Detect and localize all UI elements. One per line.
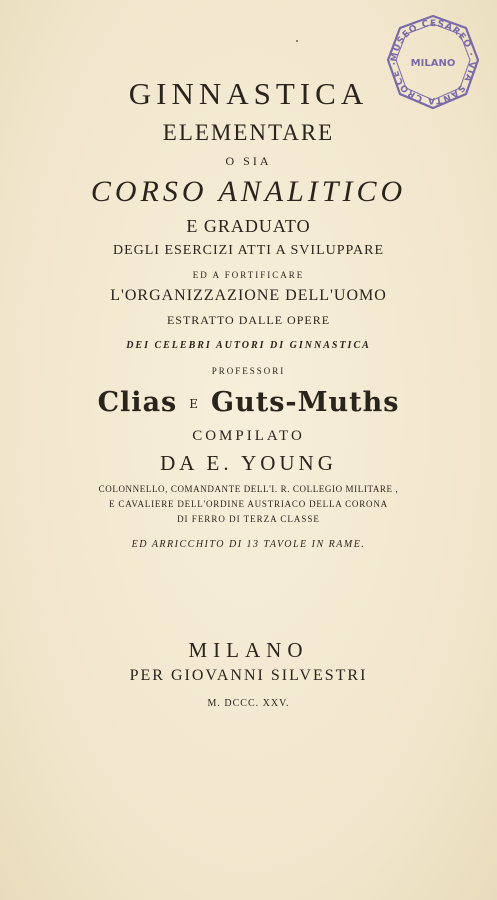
compiler-title-1: COLONNELLO, COMANDANTE DELL'I. R. COLLEGIO MILITARE , xyxy=(98,484,399,494)
title-professori: PROFESSORI xyxy=(211,366,286,376)
imprint-publisher: PER GIOVANNI SILVESTRI xyxy=(129,667,368,684)
title-corso: CORSO ANALITICO xyxy=(90,175,407,208)
title-sub: ELEMENTARE xyxy=(162,120,335,145)
imprint-year: M. DCCC. XXV. xyxy=(207,698,290,709)
compiler-name: DA E. YOUNG xyxy=(160,451,337,475)
authors-line xyxy=(0,387,497,418)
title-graduato: E GRADUATO xyxy=(186,216,311,236)
ink-speck xyxy=(296,40,298,42)
title-compilato: COMPILATO xyxy=(192,428,305,444)
title-esercizi: DEGLI ESERCIZI ATTI A SVILUPPARE xyxy=(112,243,385,258)
imprint-city: MILANO xyxy=(188,638,309,662)
title-main: GINNASTICA xyxy=(128,76,369,111)
title-fortificare: ED A FORTIFICARE xyxy=(192,270,305,280)
author-gutsmuths: Guts-Muths xyxy=(211,387,400,418)
stamp-center-text: MILANO xyxy=(410,58,456,69)
author-clias: Clias xyxy=(97,387,178,418)
title-estratto: ESTRATTO DALLE OPERE xyxy=(166,313,331,327)
title-autori: DEI CELEBRI AUTORI DI GINNASTICA xyxy=(126,340,371,351)
title-osia: O SIA xyxy=(225,154,272,168)
plates-note: ED ARRICCHITO DI 13 TAVOLE IN RAME. xyxy=(131,539,366,550)
author-conjunction: E xyxy=(189,396,200,411)
compiler-title-3: DI FERRO DI TERZA CLASSE xyxy=(177,514,320,524)
compiler-title-2: E CAVALIERE DELL'ORDINE AUSTRIACO DELLA CORONA xyxy=(109,499,388,509)
title-organizzazione: L'ORGANIZZAZIONE DELL'UOMO xyxy=(110,287,387,304)
stamp-ring-text: MUSEO CESAREO · VIA SANTA CROCE · xyxy=(389,18,477,106)
